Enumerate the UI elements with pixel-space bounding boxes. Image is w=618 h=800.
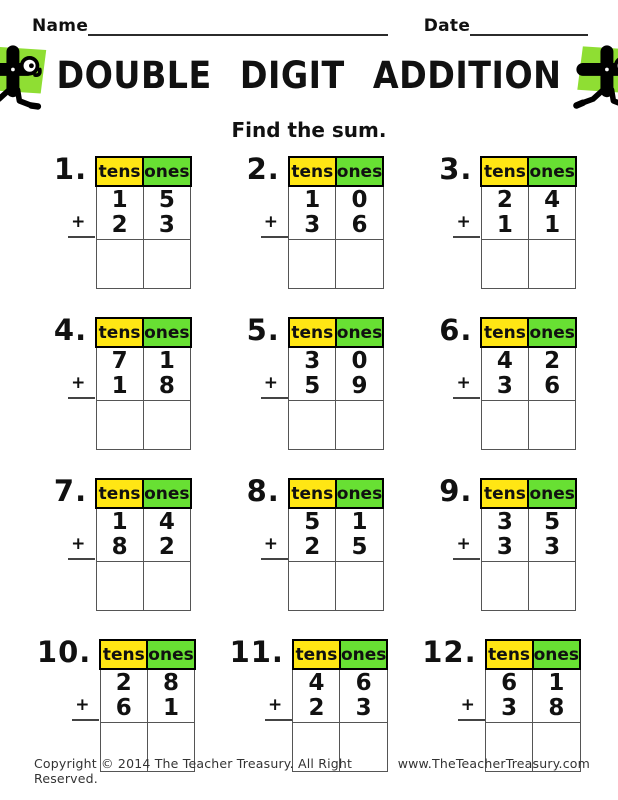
top-ones-digit: 0 [351,348,368,374]
problems-grid [0,142,618,772]
problem-number: 12. [422,635,477,669]
tens-header: tens [96,318,143,347]
ones-addends-cell [340,669,387,723]
ones-header: ones [336,157,383,186]
problem-number: 11. [229,635,284,669]
top-tens-digit: 5 [304,509,321,535]
plus-sign: + [460,695,475,715]
bottom-tens-digit: 3 [501,695,518,721]
addition-line [458,719,485,721]
tens-header: tens [96,479,143,508]
problem [213,474,406,611]
ones-addends-cell [528,347,575,401]
addition-line [68,558,95,560]
plus-sign: + [267,695,283,715]
tens-header: tens [289,157,336,186]
footer [0,756,618,786]
top-ones-digit: 0 [351,187,368,213]
tens-addends-cell [481,347,528,401]
tens-header: tens [481,318,528,347]
place-value-table [71,478,191,611]
ones-header: ones [143,157,190,186]
addition-line [453,558,480,560]
tens-addends-cell [289,508,336,562]
bottom-tens-digit: 3 [496,373,513,399]
tens-addends-cell [486,669,533,723]
top-tens-digit: 1 [304,187,321,213]
top-tens-digit: 2 [496,187,513,213]
problem [20,635,213,772]
problem [405,474,598,611]
ones-addends-cell [147,669,194,723]
top-ones-digit: 2 [544,348,561,374]
place-value-table [263,317,384,450]
ones-header: ones [533,640,580,669]
website-text: www.TheTeacherTreasury.com [397,756,590,771]
tens-addends-cell [481,508,528,562]
bottom-tens-digit: 5 [304,373,321,399]
ones-addends-cell [533,669,580,723]
problem [405,635,598,772]
instruction-text: Find the sum. [231,118,387,142]
problem-number: 3. [439,152,473,186]
place-value-table [75,639,195,772]
ones-addends-cell [143,186,190,240]
ones-header: ones [336,479,383,508]
plus-sign: + [263,534,279,554]
problem [405,152,598,289]
addition-line [261,397,288,399]
tens-addends-cell [100,669,147,723]
answer-ones-cell [336,240,383,289]
answer-ones-cell [528,562,575,611]
bottom-tens-digit: 3 [304,212,321,238]
problem [213,635,406,772]
answer-ones-cell [336,401,383,450]
top-tens-digit: 2 [115,670,132,696]
tens-addends-cell [293,669,340,723]
bottom-tens-digit: 8 [111,534,128,560]
ones-addends-cell [528,186,575,240]
answer-tens-cell [96,401,143,450]
title-row [0,38,618,112]
problem-number: 5. [246,313,280,347]
top-ones-digit: 1 [548,670,565,696]
problem-number: 8. [246,474,280,508]
tens-header: tens [96,157,143,186]
problem-number: 4. [53,313,88,347]
plus-sign: + [456,212,471,232]
problem-number: 2. [246,152,280,186]
plus-character-icon [0,38,54,112]
bottom-ones-digit: 6 [544,373,561,399]
bottom-ones-digit: 8 [548,695,565,721]
top-tens-digit: 1 [111,509,128,535]
ones-header: ones [528,157,575,186]
top-ones-digit: 4 [158,509,175,535]
ones-addends-cell [528,508,575,562]
bottom-ones-digit: 5 [351,534,368,560]
answer-tens-cell [481,240,528,289]
tens-header: tens [293,640,340,669]
top-ones-digit: 8 [163,670,180,696]
bottom-ones-digit: 8 [158,373,175,399]
answer-ones-cell [336,562,383,611]
top-tens-digit: 3 [304,348,321,374]
date-label: Date [423,16,471,36]
bottom-tens-digit: 3 [496,534,513,560]
problem-number: 1. [53,152,88,186]
plus-sign: + [75,695,90,715]
page-title: DOUBLE DIGIT ADDITION [56,53,562,97]
problem [405,313,598,450]
addition-line [68,236,95,238]
addition-line [265,719,292,721]
top-tens-digit: 6 [501,670,518,696]
bottom-ones-digit: 9 [351,373,368,399]
bottom-ones-digit: 3 [158,212,175,238]
place-value-table [456,317,576,450]
answer-tens-cell [96,562,143,611]
answer-ones-cell [143,240,190,289]
addition-line [453,236,480,238]
addition-line [261,236,288,238]
place-value-table [456,156,576,289]
tens-header: tens [289,479,336,508]
ones-addends-cell [336,186,383,240]
date-line [470,14,588,36]
ones-addends-cell [336,508,383,562]
addition-line [72,719,99,721]
ones-header: ones [147,640,194,669]
ones-header: ones [340,640,387,669]
top-tens-digit: 4 [496,348,513,374]
plus-sign: + [71,534,86,554]
ones-header: ones [528,318,575,347]
problem [20,152,213,289]
tens-addends-cell [96,186,143,240]
answer-ones-cell [528,401,575,450]
ones-addends-cell [143,508,190,562]
plus-sign: + [71,212,86,232]
tens-header: tens [481,479,528,508]
bottom-ones-digit: 2 [158,534,175,560]
addition-line [261,558,288,560]
answer-tens-cell [96,240,143,289]
answer-tens-cell [289,401,336,450]
problem-number: 10. [36,635,92,669]
plus-sign: + [71,373,86,393]
answer-ones-cell [143,401,190,450]
name-label: Name [32,16,89,36]
answer-tens-cell [289,562,336,611]
top-ones-digit: 1 [158,348,175,374]
bottom-tens-digit: 2 [308,695,325,721]
answer-ones-cell [143,562,190,611]
ones-addends-cell [336,347,383,401]
top-ones-digit: 6 [355,670,372,696]
problem-number: 9. [439,474,473,508]
tens-header: tens [289,318,336,347]
header-row [0,0,618,36]
plus-sign: + [456,534,471,554]
tens-addends-cell [289,347,336,401]
problem [213,152,406,289]
bottom-ones-digit: 3 [355,695,372,721]
answer-ones-cell [528,240,575,289]
bottom-ones-digit: 6 [351,212,368,238]
bottom-tens-digit: 1 [496,212,513,238]
tens-addends-cell [96,508,143,562]
answer-tens-cell [481,401,528,450]
problem [20,474,213,611]
tens-header: tens [486,640,533,669]
top-ones-digit: 1 [351,509,368,535]
place-value-table [456,478,576,611]
top-ones-digit: 5 [544,509,561,535]
top-tens-digit: 7 [111,348,128,374]
problem-number: 6. [439,313,473,347]
top-tens-digit: 1 [111,187,128,213]
top-ones-digit: 4 [544,187,561,213]
bottom-tens-digit: 1 [111,373,128,399]
addition-line [453,397,480,399]
addition-line [68,397,95,399]
place-value-table [263,478,384,611]
plus-sign: + [263,212,279,232]
ones-header: ones [143,318,190,347]
answer-tens-cell [289,240,336,289]
plus-sign: + [456,373,471,393]
tens-addends-cell [96,347,143,401]
place-value-table [267,639,388,772]
bottom-tens-digit: 2 [304,534,321,560]
problem [213,313,406,450]
top-tens-digit: 3 [496,509,513,535]
problem [20,313,213,450]
top-tens-digit: 4 [308,670,325,696]
bottom-tens-digit: 6 [115,695,132,721]
name-line [88,14,388,36]
top-ones-digit: 5 [158,187,175,213]
ones-header: ones [143,479,190,508]
ones-addends-cell [143,347,190,401]
ones-header: ones [336,318,383,347]
bottom-tens-digit: 2 [111,212,128,238]
plus-character-icon [564,38,618,112]
plus-sign: + [263,373,279,393]
tens-header: tens [481,157,528,186]
place-value-table [263,156,384,289]
place-value-table [71,156,191,289]
tens-addends-cell [289,186,336,240]
bottom-ones-digit: 3 [544,534,561,560]
tens-header: tens [100,640,147,669]
bottom-ones-digit: 1 [163,695,180,721]
answer-tens-cell [481,562,528,611]
tens-addends-cell [481,186,528,240]
ones-header: ones [528,479,575,508]
problem-number: 7. [53,474,88,508]
copyright-text: Copyright © 2014 The Teacher Treasury. All Right Reserved. [34,756,353,786]
bottom-ones-digit: 1 [544,212,561,238]
place-value-table [71,317,191,450]
